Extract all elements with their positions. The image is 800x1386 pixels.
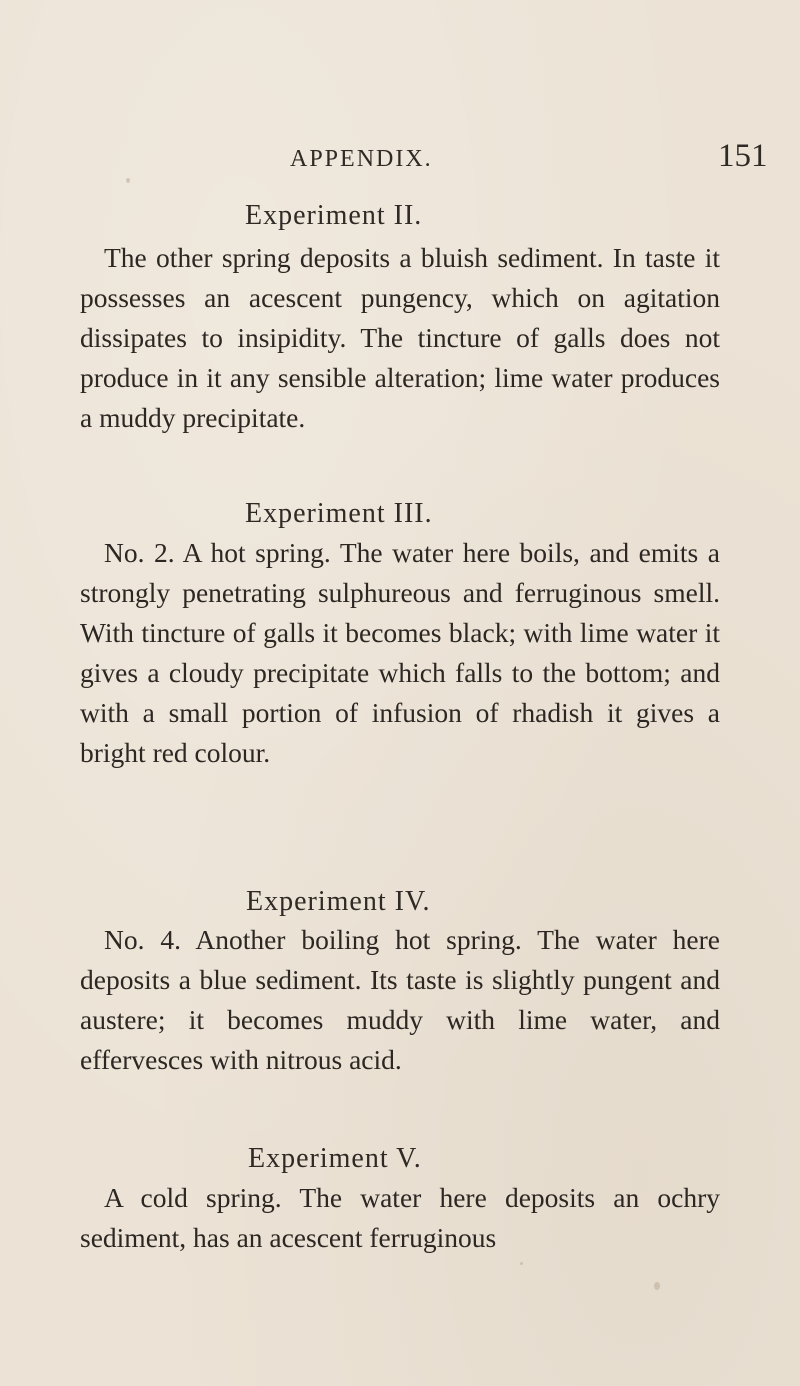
paper-fleck — [126, 178, 130, 183]
section-paragraph: A cold spring. The water here deposits an ochry sediment, has an acescent ferruginous — [80, 1182, 720, 1253]
section-paragraph: No. 2. A hot spring. The water here boils, and emits a strongly penetrating sulphureous and ferruginous smell. With tincture of galls it becomes black; with lime water it gives a cloudy precipitate which falls to the bottom; and with a small portion of infusion of rhadish it gives a bright red colour. — [80, 537, 720, 768]
paper-fleck — [654, 1282, 660, 1290]
section-heading: Experiment III. — [245, 498, 433, 529]
section-paragraph: The other spring deposits a bluish sediment. In taste it possesses an acescent pungency, which on agitation dissipates to insipidity. The tincture of galls does not produce in it any sensible alteration; lime water produces a muddy precipitate. — [80, 242, 720, 433]
section-heading: Experiment V. — [248, 1143, 422, 1174]
page-number: 151 — [718, 138, 768, 174]
page-header — [0, 140, 800, 180]
section-heading: Experiment II. — [245, 200, 423, 231]
paper-fleck — [520, 1262, 523, 1265]
running-head: APPENDIX. — [290, 146, 433, 172]
section-heading: Experiment IV. — [246, 886, 431, 917]
section-paragraph: No. 4. Another boiling hot spring. The water here deposits a blue sediment. Its taste is slightly pungent and austere; it becomes muddy with lime water, and effervesces with nitrous acid. — [80, 924, 720, 1075]
